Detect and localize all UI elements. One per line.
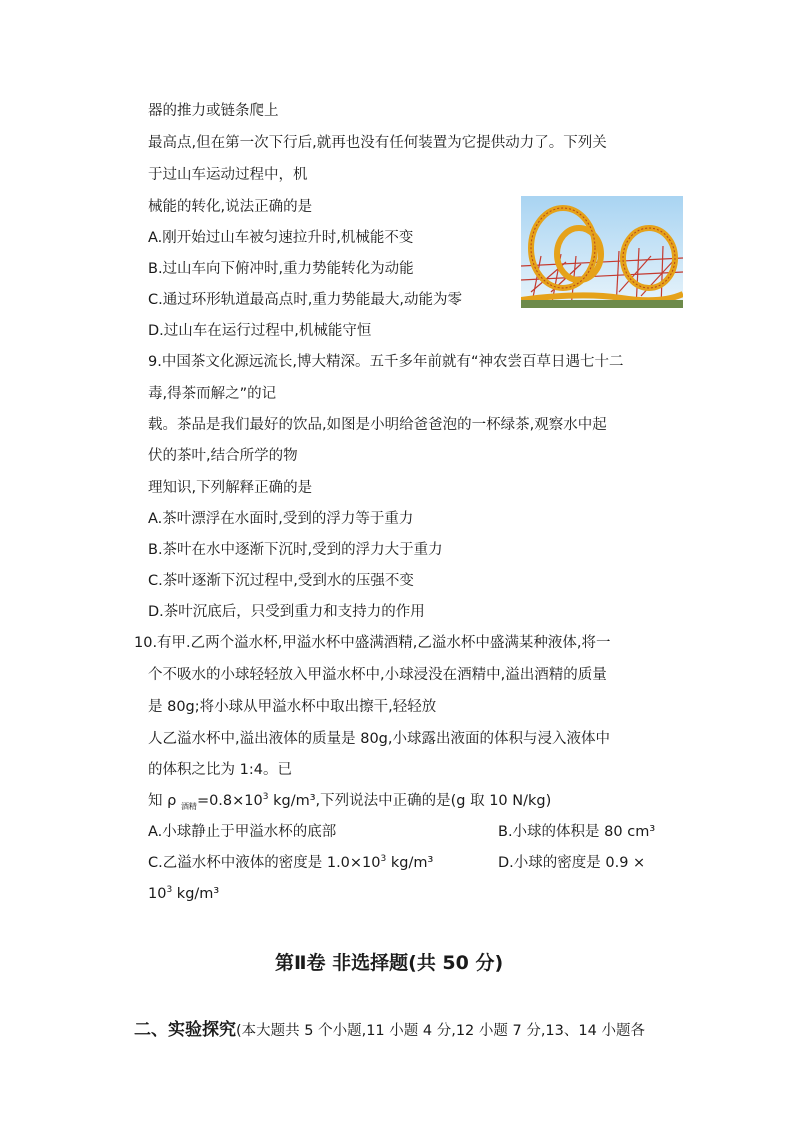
q8-stem-line-1: 器的推力或链条爬上 <box>148 103 279 119</box>
q10-option-d-unit: kg/m³ <box>172 886 220 902</box>
q10-stem-line-1: 10.有甲.乙两个溢水杯,甲溢水杯中盛满酒精,乙溢水杯中盛满某种液体,将一 <box>134 635 611 651</box>
q10-stem-line-2: 个不吸水的小球轻轻放入甲溢水杯中,小球浸没在酒精中,溢出酒精的质量 <box>148 667 607 683</box>
q8-option-c: C.通过环形轨道最高点时,重力势能最大,动能为零 <box>148 292 462 308</box>
section-2-heading <box>134 1019 645 1042</box>
q10-density-value: =0.8×10 <box>196 793 263 809</box>
q10-density-exponent: 3 <box>262 792 269 803</box>
q9-stem-line-3: 载。茶品是我们最好的饮品,如图是小明给爸爸泡的一杯绿茶,观察水中起 <box>148 417 607 433</box>
q8-stem-line-4: 械能的转化,说法正确的是 <box>148 199 313 215</box>
roller-coaster-image <box>521 196 683 308</box>
q10-option-c <box>148 853 433 873</box>
q10-stem-line-6 <box>148 791 551 811</box>
q10-option-c-exponent: 3 <box>380 854 387 865</box>
section-2-note: (本大题共 5 个小题,11 小题 4 分,12 小题 7 分,13、14 小题各 <box>236 1023 645 1039</box>
q10-option-d: D.小球的密度是 0.9 × <box>498 855 646 871</box>
q8-option-d: D.过山车在运行过程中,机械能守恒 <box>148 323 372 339</box>
q10-option-c-text: C.乙溢水杯中液体的密度是 1.0×10 <box>148 855 381 871</box>
q10-rho-subscript: 酒精 <box>180 801 197 811</box>
q8-option-a: A.刚开始过山车被匀速拉升时,机械能不变 <box>148 230 414 246</box>
q10-stem-line-3: 是 80g;将小球从甲溢水杯中取出擦干,轻轻放 <box>148 699 437 715</box>
q10-option-d-base: 10 <box>148 886 167 902</box>
q10-density-tail: kg/m³,下列说法中正确的是(g 取 10 N/kg) <box>268 793 552 809</box>
q10-option-b: B.小球的体积是 80 cm³ <box>498 824 656 840</box>
q10-stem-line-4: 人乙溢水杯中,溢出液体的质量是 80g,小球露出液面的体积与浸入液体中 <box>148 731 610 747</box>
q8-stem-line-2: 最高点,但在第一次下行后,就再也没有任何装置为它提供动力了。下列关 <box>148 135 607 151</box>
q9-stem-line-5: 理知识,下列解释正确的是 <box>148 480 313 496</box>
q9-option-d: D.茶叶沉底后，只受到重力和支持力的作用 <box>148 604 425 620</box>
q10-rho-prefix: 知 ρ <box>148 793 181 809</box>
q10-stem-line-5: 的体积之比为 1:4。已 <box>148 762 292 778</box>
q9-option-c: C.茶叶逐渐下沉过程中,受到水的压强不变 <box>148 573 414 589</box>
q10-option-d-exponent: 3 <box>166 885 173 896</box>
part-2-title: 第Ⅱ卷 非选择题(共 50 分) <box>275 952 504 974</box>
q10-option-c-unit: kg/m³ <box>386 855 434 871</box>
q9-stem-line-4: 伏的茶叶,结合所学的物 <box>148 448 298 464</box>
section-2-title: 二、实验探究 <box>134 1020 236 1040</box>
q10-option-d-continued <box>148 884 219 904</box>
q9-stem-line-2: 毒,得茶而解之”的记 <box>148 386 277 402</box>
q8-option-b: B.过山车向下俯冲时,重力势能转化为动能 <box>148 261 414 277</box>
q9-stem-line-1: 9.中国茶文化源远流长,博大精深。五千多年前就有“神农尝百草日遇七十二 <box>148 354 624 370</box>
q9-option-a: A.茶叶漂浮在水面时,受到的浮力等于重力 <box>148 511 414 527</box>
q8-stem-line-3: 于过山车运动过程中，机 <box>148 167 308 183</box>
q10-option-a: A.小球静止于甲溢水杯的底部 <box>148 824 337 840</box>
q9-option-b: B.茶叶在水中逐渐下沉时,受到的浮力大于重力 <box>148 542 443 558</box>
